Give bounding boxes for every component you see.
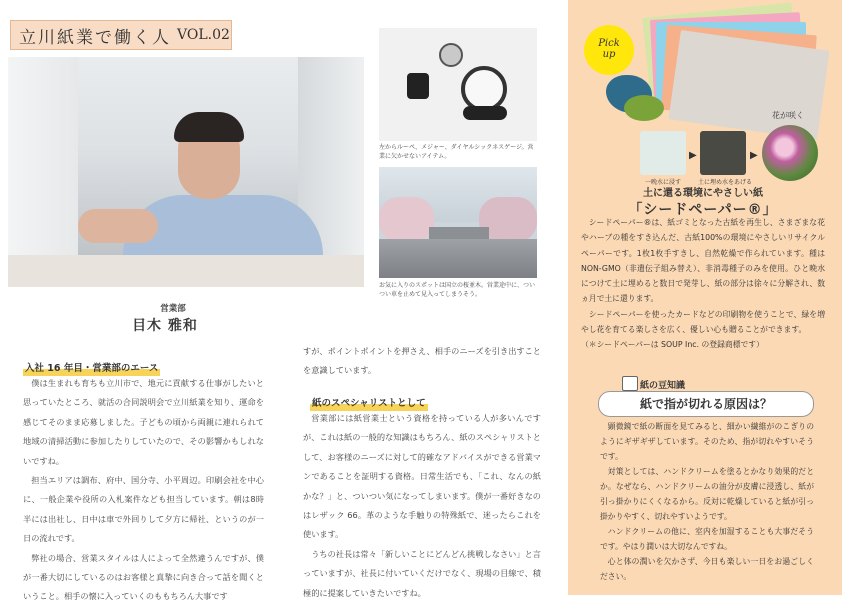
article-column-right xyxy=(303,342,541,381)
paragraph: シードペーパーを使ったカードなどの印刷物を使うことで、緑を増やし花を育てる楽しさを広く、優しい心も贈ることができます。 xyxy=(581,309,825,335)
article-column-left xyxy=(23,374,264,607)
seed-paper-flower-shapes xyxy=(624,95,664,121)
title-text: 立川紙業で働く人 xyxy=(19,27,171,48)
paragraph: 対策としては、ハンドクリームを塗るとかなり効果的だとか。なぜなら、ハンドクリームの油分が皮膚に浸透し、紙が引っ掛かりにくくなるから。反対に乾燥していると紙が引っ掛かりやすく、切れやすいようです。 xyxy=(600,467,814,521)
pickup-badge xyxy=(584,25,634,75)
step-soak-image xyxy=(640,131,686,175)
paragraph: すが、ポイントポイントを押さえ、相手のニーズを引き出すことを意識しています。 xyxy=(303,346,541,376)
cherry-street-photo xyxy=(379,167,537,278)
article-column-right-cont xyxy=(303,409,541,603)
paragraph: 担当エリアは調布、府中、国分寺、小平周辺。印刷会社を中心に、一般企業や役所の入札案件なども担当しています。朝は8時半には出社し、日中は車で外回りして夕方に帰社、というのが一日の流れです。 xyxy=(23,475,264,544)
page-title xyxy=(10,20,232,50)
trivia-heading: 紙の豆知識 xyxy=(640,381,686,391)
tools-photo xyxy=(379,28,537,141)
interview-photo xyxy=(8,57,364,287)
paragraph: 僕は生まれも育ちも立川市で、地元に貢献する仕事がしたいと思っていたところ、就活の合同説明会で立川紙業を知り、運命を感じてそのまま応募しました。子どもの頃から両親に連れられて地域の清掃活動に参加したりしていたので、その影響かもしれないですね。 xyxy=(23,378,264,466)
paragraph: 心と体の潤いを欠かさず、今日も楽しい一日をお過ごしください。 xyxy=(600,557,814,581)
arrow-right-icon: ▶ xyxy=(689,150,697,161)
arrow-right-icon: ▶ xyxy=(750,150,758,161)
department: 営業部 xyxy=(160,304,186,314)
seed-paper-title: 「シードペーパー®」 xyxy=(628,202,778,218)
trademark-note: （＊シードペーパーは SOUP Inc. の登録商標です） xyxy=(581,340,764,350)
street-caption: お気に入りのスポットは国立の桜並木。営業途中に、ついつい車を止めて見入ってしまうそう。 xyxy=(379,282,536,298)
paragraph: シードペーパー®は、紙ゴミとなった古紙を再生し、さまざまな花やハーブの種をすき込んだ、古紙100%の環境にやさしいリサイクルペーパーです。1枚1枚手すきし、自然乾燥で作られています。種はNON-GMO（非遺伝子組み替え）、非消毒種子のみを使用。ひと晩水につけて土に埋めると数日で発芽し、紙の部分は徐々に分解され、数ヵ月で土に還ります。 xyxy=(581,218,825,304)
book-icon xyxy=(622,376,638,391)
person-name: 目木 雅和 xyxy=(132,318,198,334)
seed-paper-subtitle: 土に還る環境にやさしい紙 xyxy=(643,188,763,199)
volume-number: VOL.02 xyxy=(177,27,230,43)
section-heading-2: 紙のスペシャリストとして xyxy=(310,395,428,411)
trivia-body xyxy=(600,419,814,584)
paragraph: 営業部には紙営業士という資格を持っている人が多いんですが、これは紙の一般的な知識はもちろん、紙のスペシャリストとして、お客様のニーズに対して的確なアドバイスができる営業マンであることを証明する資格。日常生活でも、「これ、なんの紙かな？」と、ついつい気になってしまいます。僕が一番好きなのはレザック 66。革のような手触りの特殊紙で、迷ったらこれを使います。 xyxy=(303,413,541,540)
paragraph: 弊社の場合、営業スタイルは人によって全然違うんですが、僕が一番大切にしているのはお客様と真摯に向き合って話を聞くということ。相手の懐に入っていくのももちろん大事です xyxy=(23,552,264,602)
pickup-badge-line1: Pick xyxy=(598,38,620,49)
step2-label: 土に埋め水をあげる xyxy=(697,179,752,186)
pickup-badge-line2: up xyxy=(602,49,616,60)
paragraph: ハンドクリームの他に、室内を加湿することも大事だそうです。やはり潤いは大切なんですね。 xyxy=(600,527,814,551)
tools-caption: 左からルーペ、メジャー、ダイヤルシックネスゲージ。営業に欠かせないアイテム。 xyxy=(379,144,534,160)
paragraph: 顕微鏡で紙の断面を見てみると、細かい繊維がのこぎりのようにギザギザしています。そのため、指が切れやすいそうです。 xyxy=(600,422,814,461)
trivia-question: 紙で指が切れる原因は？ xyxy=(598,391,814,417)
paragraph: うちの社長は常々「新しいことにどんどん挑戦しなさい」と言っていますが、社長に付いていくだけでなく、現場の目線で、積極的に提案していきたいですね。 xyxy=(303,548,541,598)
flower-bloom-image xyxy=(762,125,818,181)
step1-label: 一晩水に浸す xyxy=(644,179,681,186)
step-plant-image xyxy=(700,131,746,175)
section-heading-1: 入社 16 年目・営業部のエース xyxy=(23,360,160,376)
flower-label: 花が咲く xyxy=(772,111,804,120)
seed-paper-description xyxy=(581,215,825,353)
